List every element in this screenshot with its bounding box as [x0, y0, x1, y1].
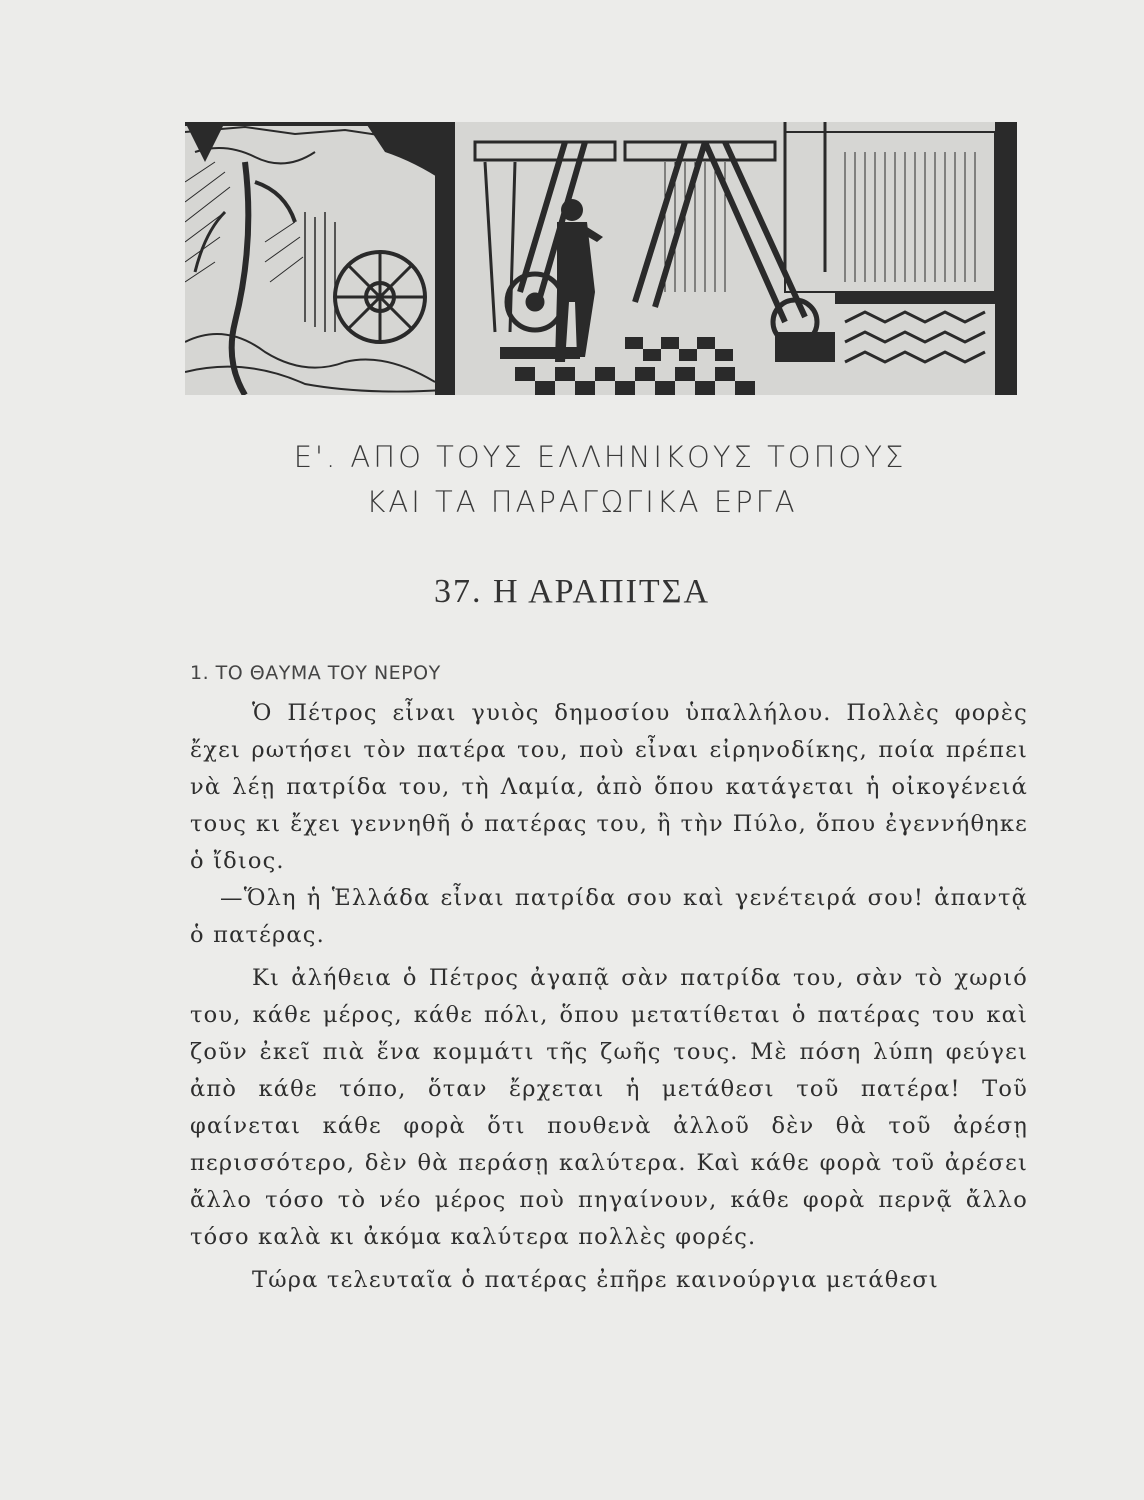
loom-factory-engraving-icon — [185, 122, 1017, 395]
paragraph: Τώρα τελευταῖα ὁ πατέρας ἐπῆρε καινούργια μετάθεσι — [252, 1267, 939, 1293]
header-illustration — [185, 122, 1017, 395]
paragraph: —Ὅλη ἡ Ἑλλάδα εἶναι πατρίδα σου καὶ γενέτειρά σου! ἀπαντᾷ ὁ πατέρας. — [190, 885, 1028, 948]
paragraph: Ὁ Πέτρος εἶναι γυιὸς δημοσίου ὑπαλλήλου. Πολλὲς φορὲς ἔχει ρωτήσει τὸν πατέρα του, ποὺ εἶναι εἰρηνοδίκης, ποία πρέπει νὰ λέῃ πατρίδα του, τὴ Λαμία, ἀπὸ ὅπου κατάγεται ἡ οἰκογένειά τους κι ἔχει γεννηθῆ ὁ πατέρας του, ἢ τὴν Πύλο, ὅπου ἐγεννήθηκε ὁ ἴδιος. — [190, 700, 1028, 874]
paragraph: Κι ἀλήθεια ὁ Πέτρος ἀγαπᾷ σὰν πατρίδα του, σὰν τὸ χωριό του, κάθε μέρος, κάθε πόλι, ὅπου μετατίθεται ὁ πατέρας του καὶ ζοῦν ἐκεῖ πιὰ ἕνα κομμάτι τῆς ζωῆς τους. Μὲ πόση λύπη φεύγει ἀπὸ κάθε τόπο, ὅταν ἔρχεται ἡ μετάθεσι τοῦ πατέρα! Τοῦ φαίνεται κάθε φορὰ ὅτι πουθενὰ ἀλλοῦ δὲν θὰ τοῦ ἀρέσῃ περισσότερο, δὲν θὰ περάσῃ καλύτερα. Καὶ κάθε φορὰ τοῦ ἀρέσει ἄλλο τόσο τὸ νέο μέρος ποὺ πηγαίνουν, κάθε φορὰ περνᾷ ἄλλο τόσο καλὰ κι ἀκόμα καλύτερα πολλὲς φορές. — [190, 965, 1028, 1250]
section-heading-line-1: Ε'. ΑΠΟ ΤΟΥΣ ΕΛΛΗΝΙΚΟΥΣ ΤΟΠΟΥΣ — [293, 440, 907, 474]
body-text — [190, 695, 1028, 1299]
section-heading-line-2: ΚΑΙ ΤΑ ΠΑΡΑΓΩΓΙΚΑ ΕΡΓΑ — [366, 485, 798, 519]
chapter-title: 37. Η ΑΡΑΠΙΤΣΑ — [433, 573, 711, 610]
subsection-title: 1. ΤΟ ΘΑΥΜΑ ΤΟΥ ΝΕΡΟΥ — [190, 662, 441, 684]
